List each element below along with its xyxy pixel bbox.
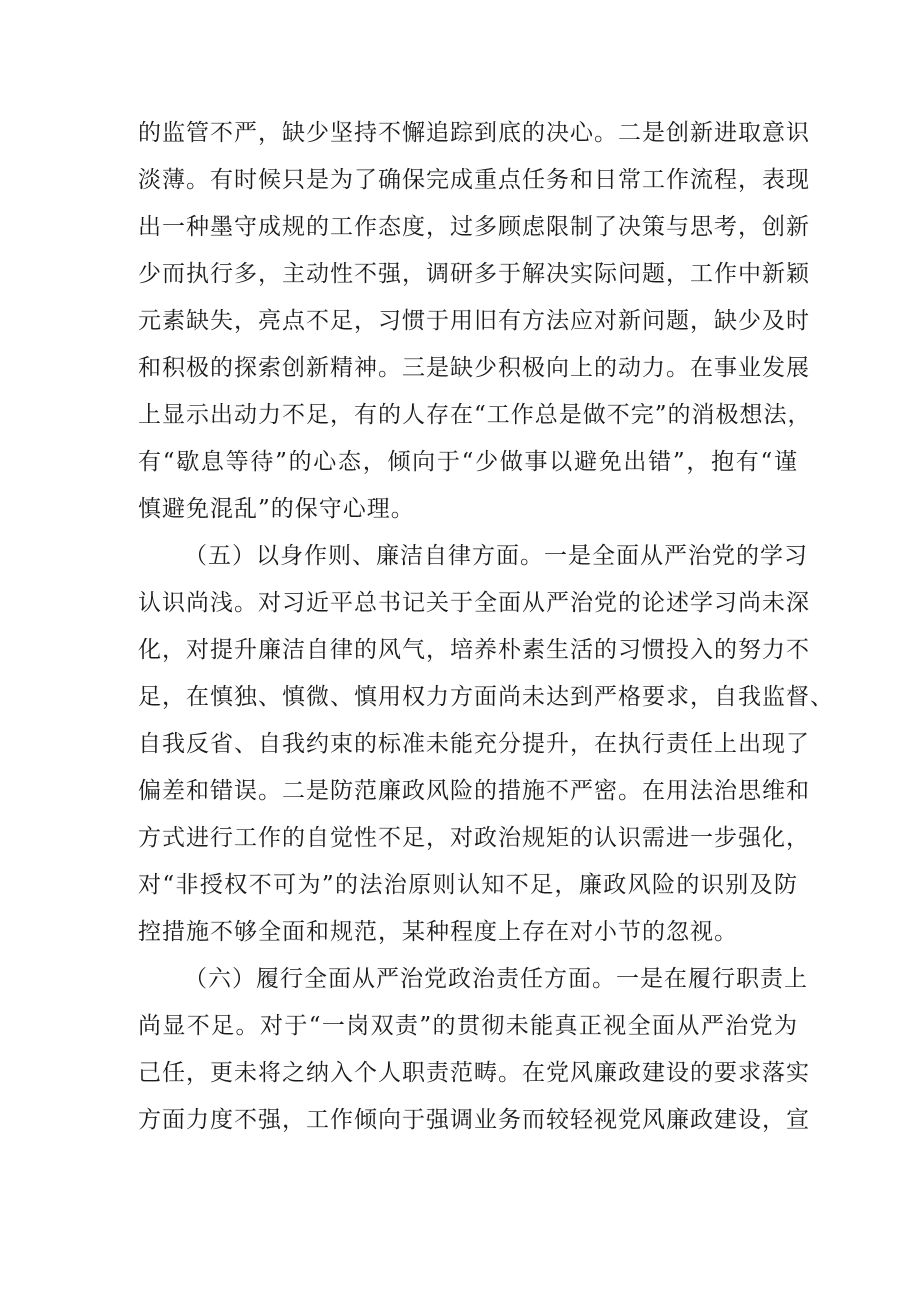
text-line: 尚显不足。对于“一岗双责”的贯彻未能真正视全面从严治党为: [138, 1013, 798, 1039]
text-line: 己任，更未将之纳入个人职责范畴。在党风廉政建设的要求落实: [138, 1060, 810, 1086]
text-line: 元素缺失，亮点不足，习惯于用旧有方法应对新问题，缺少及时: [138, 308, 810, 334]
text-line: 淡薄。有时候只是为了确保完成重点任务和日常工作流程，表现: [138, 167, 810, 193]
text-line: 对“非授权不可为”的法治原则认知不足，廉政风险的识别及防: [138, 872, 798, 898]
text-line: 认识尚浅。对习近平总书记关于全面从严治党的论述学习尚未深: [138, 590, 810, 616]
text-line: 和积极的探索创新精神。三是缺少积极向上的动力。在事业发展: [138, 355, 810, 381]
text-line: 化，对提升廉洁自律的风气，培养朴素生活的习惯投入的努力不: [138, 637, 810, 663]
text-line: 偏差和错误。二是防范廉政风险的措施不严密。在用法治思维和: [138, 778, 810, 804]
document-body: [138, 110, 834, 1144]
text-line: 方面力度不强，工作倾向于强调业务而较轻视党风廉政建设，宣: [138, 1107, 810, 1133]
text-line: 慎避免混乱”的保守心理。: [138, 496, 415, 522]
text-line: 少而执行多，主动性不强，调研多于解决实际问题，工作中新颖: [138, 261, 810, 287]
text-line: 控措施不够全面和规范，某种程度上存在对小节的忽视。: [138, 919, 738, 945]
text-line: 自我反省、自我约束的标准未能充分提升，在执行责任上出现了: [138, 731, 810, 757]
text-line: （六）履行全面从严治党政治责任方面。一是在履行职责上: [184, 966, 808, 992]
text-line: 足，在慎独、慎微、慎用权力方面尚未达到严格要求，自我监督、: [138, 684, 834, 710]
text-line: 方式进行工作的自觉性不足，对政治规矩的认识需进一步强化，: [138, 825, 810, 851]
text-line: 有“歇息等待”的心态，倾向于“少做事以避免出错”，抱有“谨: [138, 449, 798, 475]
text-line: （五）以身作则、廉洁自律方面。一是全面从严治党的学习: [184, 543, 808, 569]
text-line: 出一种墨守成规的工作态度，过多顾虑限制了决策与思考，创新: [138, 214, 810, 240]
text-line: 的监管不严，缺少坚持不懈追踪到底的决心。二是创新进取意识: [138, 120, 810, 146]
text-line: 上显示出动力不足，有的人存在“工作总是做不完”的消极想法，: [138, 402, 812, 428]
